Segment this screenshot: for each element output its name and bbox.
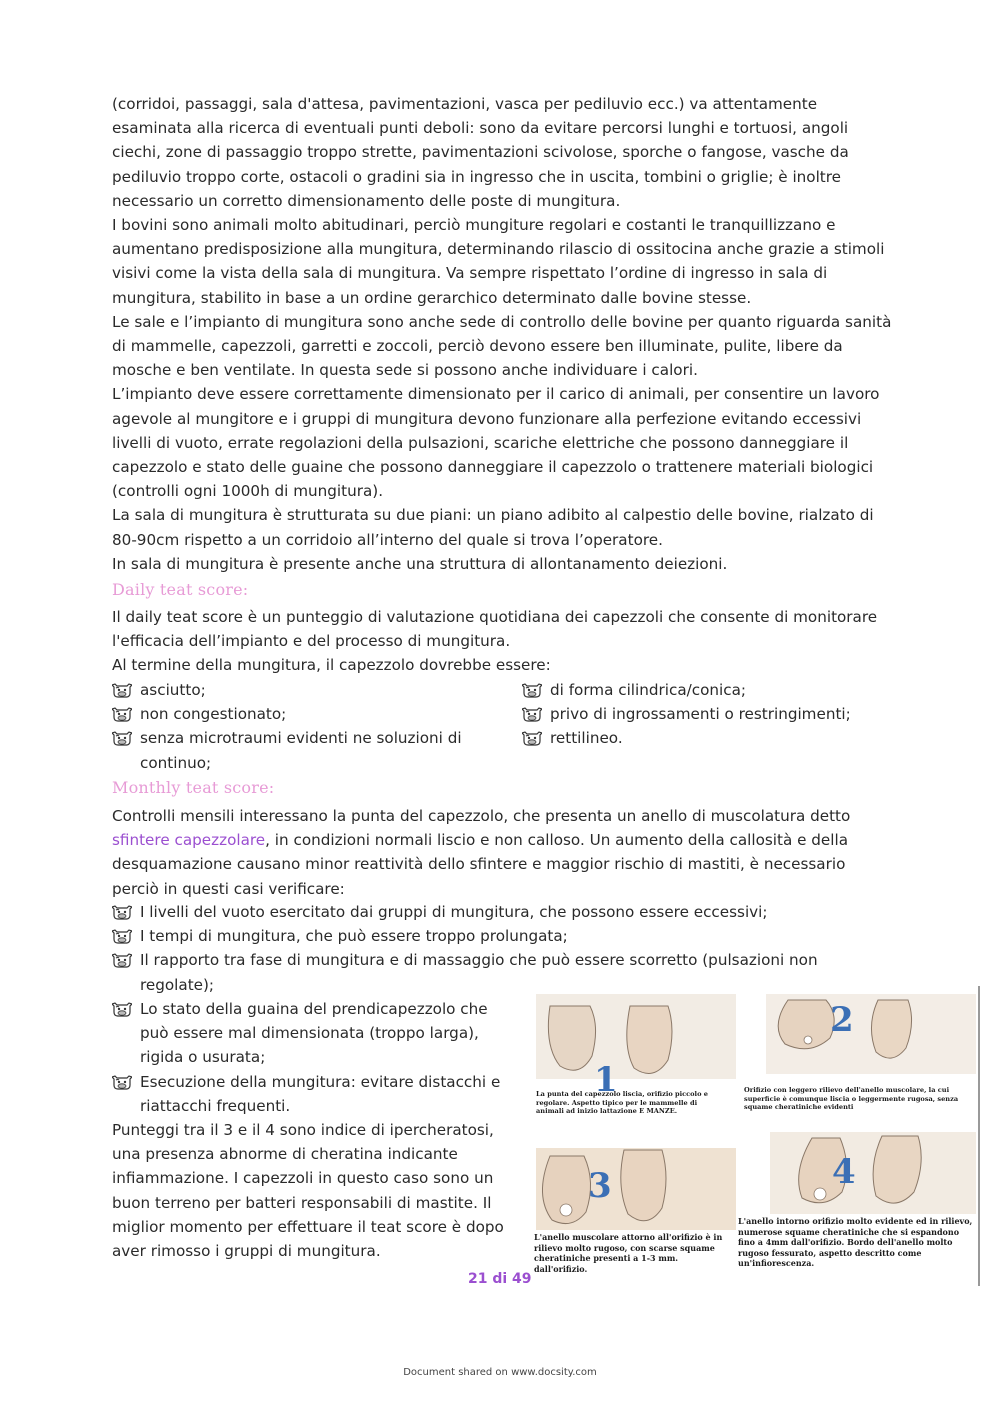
paragraph: Il daily teat score è un punteggio di valutazione quotidiana dei capezzoli che consente di monitorare l'efficacia dell’impianto e del processo di mungitura. [112,608,878,651]
list-item: Lo stato della guaina del prendicapezzolo che può essere mal dimensionata (troppo larga), rigida o usurata; [112,997,520,1070]
sphincter-highlight: sfintere capezzolare [112,831,266,850]
cow-bullet-icon [522,682,542,698]
panel-caption: L'anello intorno orifizio molto evidente ed in rilievo, numerose squame cheratiniche che si espandono fino a 4mm dall'orifizio. Bordo dell'anello molto rugoso fessurato, aspetto descritto come un'infiorescenza. [738,1216,973,1269]
daily-teat-score-heading: Daily teat score: [112,580,249,599]
panel-caption: La punta del capezzolo liscia, orifizio piccolo e regolare. Aspetto tipico per le mammelle di animali ad inizio lattazione E MANZE. [536,1090,708,1116]
cow-bullet-icon [112,1074,132,1090]
list-item: non congestionato; [112,702,492,726]
panel-caption: Orifizio con leggero rilievo dell'anello muscolare, la cui superficie è comunque liscia o leggermente rugosa, senza squame cheratiniche evidenti [744,1086,959,1112]
paragraph: La sala di mungitura è strutturata su due piani: un piano adibito al calpestio delle bovine, rialzato di 80-90cm rispetto a un corridoio all’interno del quale si trova l’operatore. [112,506,874,549]
cow-bullet-icon [112,904,132,920]
paragraph: I bovini sono animali molto abitudinari, perciò mungiture regolari e costanti le tranquillizzano e aumentano predisposizione alla mungitura, determinando rilascio di ossitocina anche grazie a stimoli visivi come la vista della sala di mungitura. Va sempre rispettato l’ordine di ingresso in sala di mungitura, stabilito in base a un ordine gerarchico determinato dalle bovine stesse. [112,216,885,307]
panel-number: 3 [588,1166,612,1206]
cow-bullet-icon [112,1001,132,1017]
panel-number: 1 [594,1060,618,1100]
panel-caption: L'anello muscolare attorno all'orifizio è in rilievo molto rugoso, con scarse squame cheratiniche presenti a 1-3 mm. dall'orifizio. [534,1232,723,1274]
list-item: senza microtraumi evidenti ne soluzioni di continuo; [112,726,492,774]
paragraph: Punteggi tra il 3 e il 4 sono indice di ipercheratosi, una presenza abnorme di cheratina indicante infiammazione. I capezzoli in questo caso sono un buon terreno per batteri responsabili di mastite. Il miglior momento per effettuare il teat score è dopo aver rimosso i gruppi di mungitura. [112,1121,504,1261]
body-text-top [112,92,892,576]
cow-bullet-icon [522,730,542,746]
cow-bullet-icon [522,706,542,722]
list-item: asciutto; [112,678,492,702]
teat-score-figure [530,986,982,1286]
list-item: rettilineo. [522,726,902,750]
monthly-list-narrow [112,997,520,1263]
paragraph: In sala di mungitura è presente anche una struttura di allontanamento deiezioni. [112,554,728,573]
cow-bullet-icon [112,682,132,698]
panel-number: 2 [830,1000,854,1040]
list-item: Esecuzione della mungitura: evitare distacchi e riattacchi frequenti. [112,1070,520,1118]
list-item: I tempi di mungitura, che può essere troppo prolungata; [112,924,892,948]
docsity-footer: Document shared on www.docsity.com [403,1367,597,1378]
cow-bullet-icon [112,730,132,746]
cow-bullet-icon [112,952,132,968]
list-item: di forma cilindrica/conica; [522,678,902,702]
daily-intro [112,605,892,678]
paragraph: L’impianto deve essere correttamente dimensionato per il carico di animali, per consentire un lavoro agevole al mungitore e i gruppi di mungitura devono funzionare alla perfezione evitando eccessivi livelli di vuoto, errate regolazioni della pulsazioni, scariche elettriche che possono danneggiare il capezzolo e stato delle guaine che possono danneggiare il capezzolo o trattenere materiali biologici (controlli ogni 1000h di mungitura). [112,385,880,501]
paragraph: Le sale e l’impianto di mungitura sono anche sede di controllo delle bovine per quanto riguarda sanità di mammelle, capezzoli, garretti e zoccoli, perciò devono essere ben illuminate, pulite, libere da mosche e ben ventilate. In questa sede si possono anche individuare i calori. [112,312,892,380]
panel-number: 4 [832,1152,856,1192]
daily-list-right [522,678,902,751]
page-number: 21 di 49 [468,1271,532,1287]
paragraph: (corridoi, passaggi, sala d'attesa, pavimentazioni, vasca per pediluvio ecc.) va attentamente esaminata alla ricerca di eventuali punti deboli: sono da evitare percorsi lunghi e tortuosi, angoli ciechi, zone di passaggio troppo strette, pavimentazioni scivolose, sporche o fangose, vasche da pediluvio troppo corte, ostacoli o gradini sia in ingresso che in uscita, tombini o griglie; è inoltre necessario un corretto dimensionamento delle poste di mungitura. [112,95,849,210]
daily-list-left [112,678,492,775]
list-item: privo di ingrossamenti o restringimenti; [522,702,902,726]
list-item: I livelli del vuoto esercitato dai gruppi di mungitura, che possono essere eccessivi; [112,900,892,924]
cow-bullet-icon [112,706,132,722]
monthly-list-full [112,900,892,997]
monthly-intro: Controlli mensili interessano la punta del capezzolo, che presenta un anello di muscolatura detto sfintere capezzolare, in condizioni normali liscio e non calloso. Un aumento della callosità e della desquamazione causano minor reattività dello sfintere e maggior rischio di mastiti, è necessario perciò in questi casi verificare: [112,807,851,898]
cow-bullet-icon [112,928,132,944]
paragraph: Al termine della mungitura, il capezzolo dovrebbe essere: [112,656,551,675]
list-item: Il rapporto tra fase di mungitura e di massaggio che può essere scorretto (pulsazioni non regolate); [112,948,892,996]
monthly-teat-score-heading: Monthly teat score: [112,778,275,797]
